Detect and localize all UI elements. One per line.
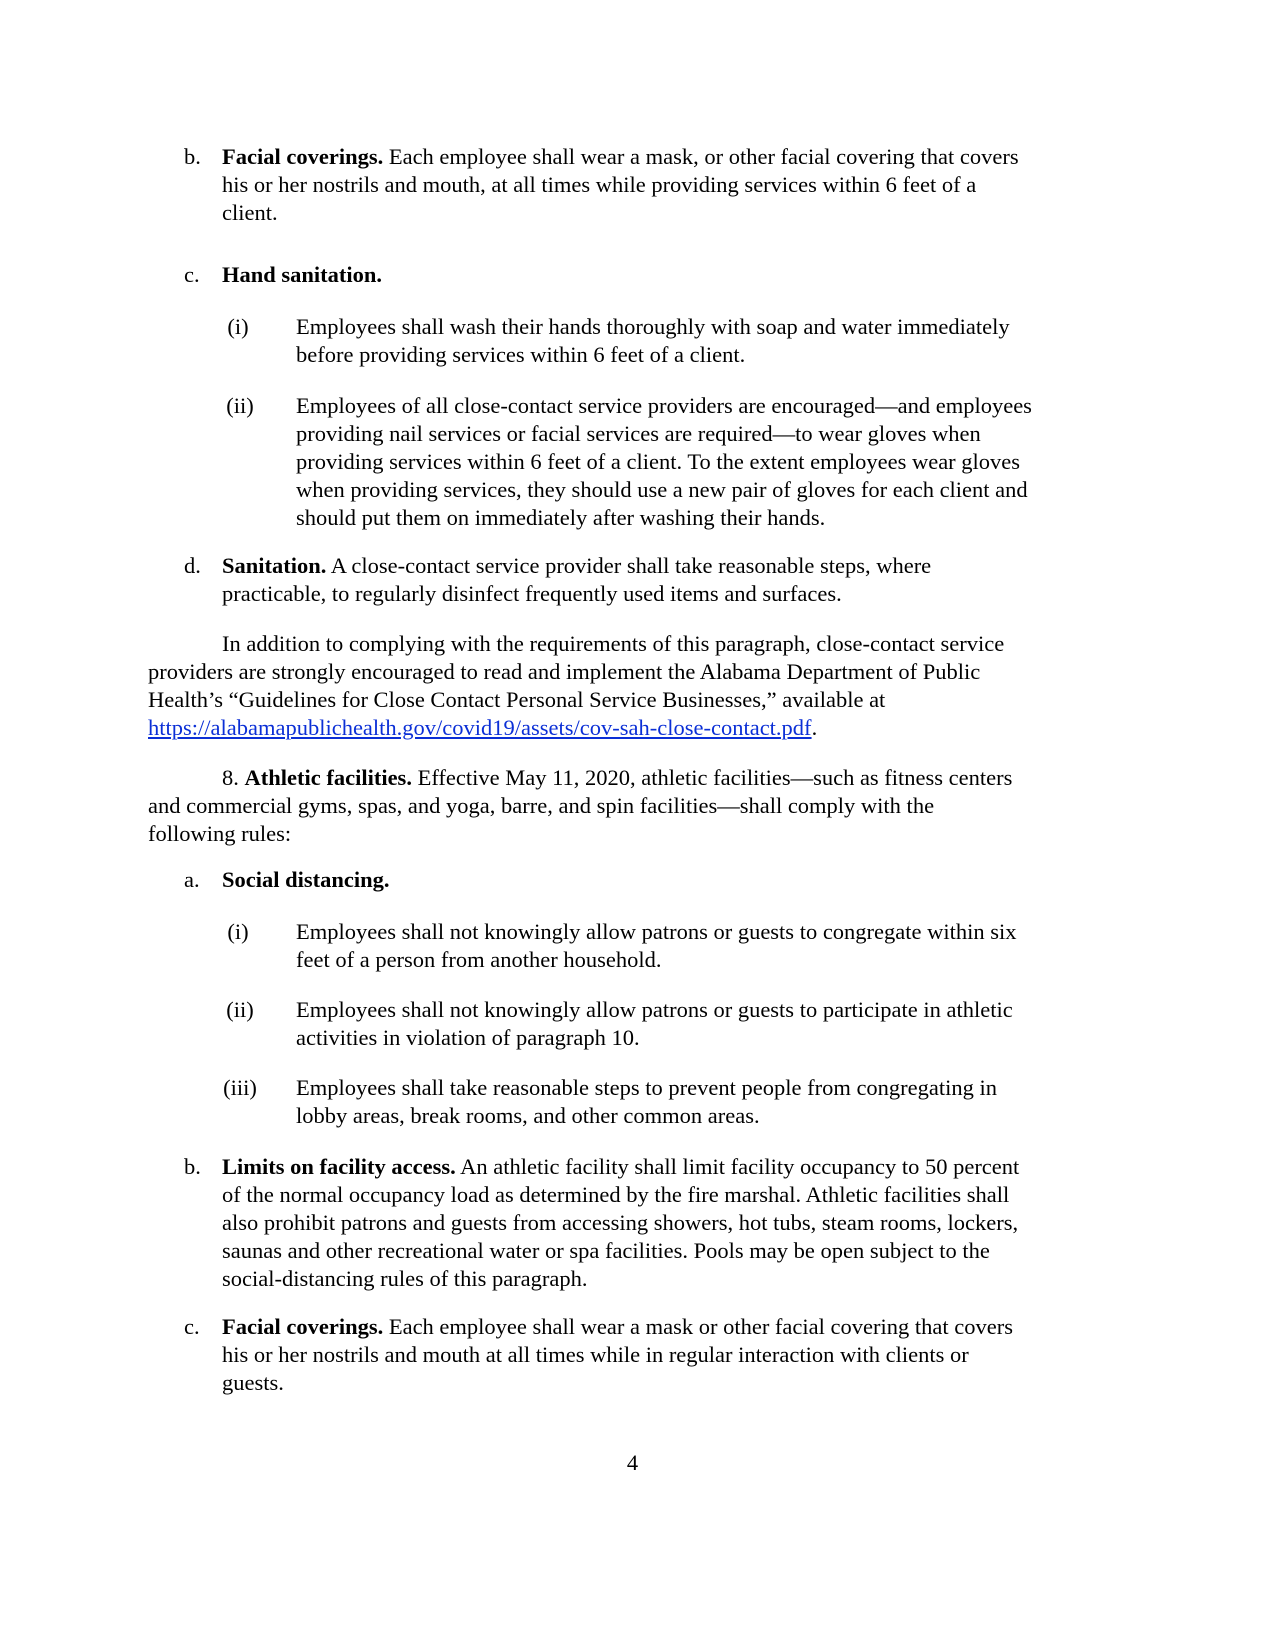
subitem-text: Employees shall wash their hands thoroughly with soap and water immediately before providing services within 6 feet of a client. (296, 314, 1010, 367)
subitem-text: Employees shall take reasonable steps to prevent people from congregating in lobby areas, break rooms, and other common areas. (296, 1075, 998, 1128)
item-heading: Facial coverings. (222, 144, 384, 169)
item-marker: b. (184, 144, 201, 169)
addition-paragraph: In addition to complying with the requirements of this paragraph, close-contact service providers are strongly encouraged to read and implement the Alabama Department of Public Health’s “Guidelines for Close Contact Personal Service Businesses,” available at https://alabamapublichealth.gov/covid19/assets/cov-sah-close-contact.pdf. (148, 631, 1005, 740)
subitem-marker: (i) (227, 919, 249, 944)
item-heading: Sanitation. (222, 553, 327, 578)
item-heading: Hand sanitation. (222, 262, 383, 287)
subitem-marker: (iii) (223, 1075, 257, 1100)
item-text: Limits on facility access. An athletic facility shall limit facility occupancy to 50 percent of the normal occupancy load as determined by the fire marshal. Athletic facilities shall also prohibit patrons and guests from accessing showers, hot tubs, steam rooms, lockers, saunas and other recreational water or spa facilities. Pools may be open subject to the social-distancing rules of this paragraph. (222, 1154, 1020, 1291)
item-heading-row (222, 261, 1102, 289)
item-marker: b. (184, 1154, 201, 1179)
item-heading-row (222, 866, 1102, 894)
item-text: Sanitation. A close-contact service provider shall take reasonable steps, where practicable, to regularly disinfect frequently used items and surfaces. (222, 553, 932, 606)
item-text: Facial coverings. Each employee shall wear a mask, or other facial covering that covers his or her nostrils and mouth, at all times while providing services within 6 feet of a client. (222, 144, 1019, 225)
paragraph-number: 8. (222, 765, 239, 790)
subitem-marker: (ii) (226, 393, 254, 418)
paragraph-heading: Athletic facilities. (244, 765, 412, 790)
subitem-text: Employees shall not knowingly allow patrons or guests to congregate within six feet of a person from another household. (296, 919, 1017, 972)
item-heading: Limits on facility access. (222, 1154, 456, 1179)
item-text: Facial coverings. Each employee shall wear a mask or other facial covering that covers his or her nostrils and mouth at all times while in regular interaction with clients or guests. (222, 1314, 1013, 1395)
subitem-text: Employees of all close-contact service providers are encouraged—and employees providing nail services or facial services are required—to wear gloves when providing services within 6 feet of a client. To the extent employees wear gloves when providing services, they should use a new pair of gloves for each client and should put them on immediately after washing their hands. (296, 393, 1032, 530)
guidelines-link[interactable]: https://alabamapublichealth.gov/covid19/assets/cov-sah-close-contact.pdf (148, 715, 812, 740)
subitem-marker: (ii) (226, 997, 254, 1022)
item-heading: Social distancing. (222, 867, 390, 892)
item-heading: Facial coverings. (222, 1314, 384, 1339)
item-marker: d. (184, 553, 201, 578)
page-number: 4 (626, 1450, 639, 1475)
subitem-text: Employees shall not knowingly allow patrons or guests to participate in athletic activities in violation of paragraph 10. (296, 997, 1013, 1050)
paragraph-8-athletic-facilities: 8. Athletic facilities. Effective May 11, 2020, athletic facilities—such as fitness centers and commercial gyms, spas, and yoga, barre, and spin facilities—shall comply with the following rules: (148, 765, 1013, 846)
item-marker: c. (184, 262, 200, 287)
item-marker: a. (184, 867, 200, 892)
item-marker: c. (184, 1314, 200, 1339)
subitem-marker: (i) (227, 314, 249, 339)
